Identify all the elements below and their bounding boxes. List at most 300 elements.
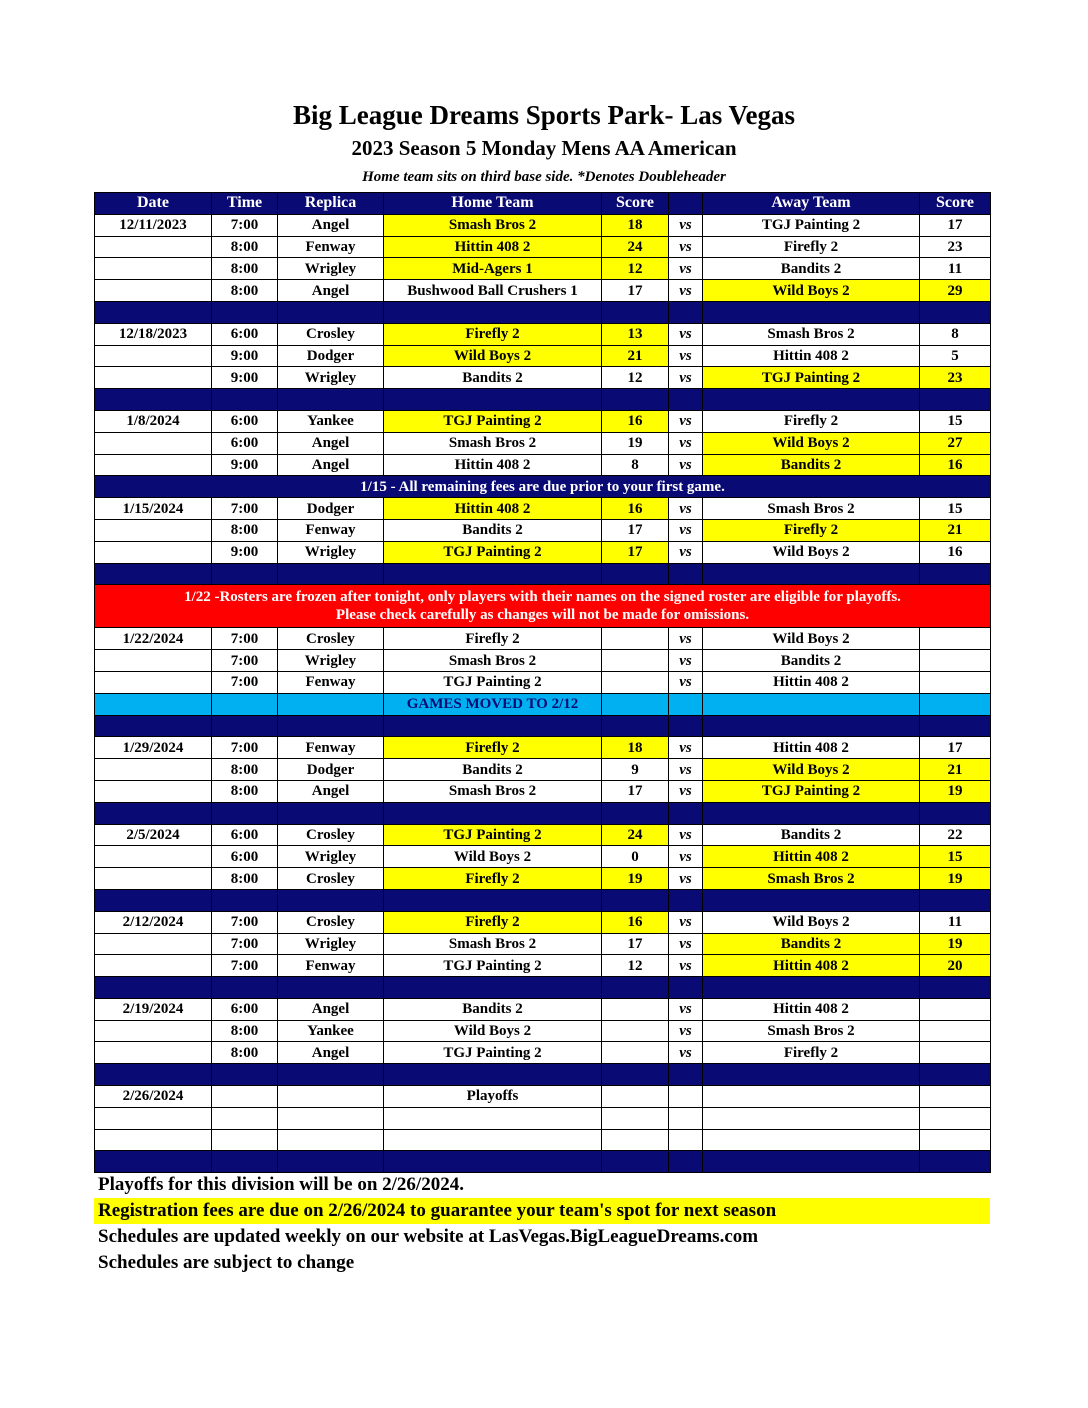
footer-registration-note: Registration fees are due on 2/26/2024 to guarantee your team's spot for next season xyxy=(94,1198,990,1224)
cyan-cell xyxy=(278,693,384,715)
vs-cell: vs xyxy=(669,780,703,802)
time-cell: 6:00 xyxy=(212,410,278,432)
separator-row xyxy=(95,1151,991,1173)
away-score-cell: 22 xyxy=(920,824,991,846)
away-team-cell: Bandits 2 xyxy=(703,454,920,476)
field-cell: Fenway xyxy=(278,955,384,977)
away-score-cell: 21 xyxy=(920,519,991,541)
vs-cell: vs xyxy=(669,367,703,389)
vs-cell: vs xyxy=(669,737,703,759)
time-cell: 7:00 xyxy=(212,911,278,933)
separator-cell xyxy=(278,1151,384,1173)
separator-row xyxy=(95,301,991,323)
date-cell xyxy=(95,519,212,541)
time-cell xyxy=(212,1129,278,1151)
separator-cell xyxy=(212,1151,278,1173)
away-team-cell: TGJ Painting 2 xyxy=(703,780,920,802)
home-score-cell: 24 xyxy=(602,236,669,258)
time-cell: 9:00 xyxy=(212,345,278,367)
field-cell: Dodger xyxy=(278,759,384,781)
separator-cell xyxy=(278,1064,384,1086)
time-cell: 8:00 xyxy=(212,519,278,541)
date-cell xyxy=(95,1107,212,1129)
away-team-cell xyxy=(703,1129,920,1151)
table-header-row xyxy=(95,193,991,215)
away-team-cell: Bandits 2 xyxy=(703,824,920,846)
separator-cell xyxy=(384,1151,602,1173)
separator-cell xyxy=(212,563,278,585)
cyan-cell xyxy=(602,693,669,715)
away-team-cell: TGJ Painting 2 xyxy=(703,214,920,236)
home-score-cell xyxy=(602,998,669,1020)
separator-cell xyxy=(95,715,212,737)
separator-cell xyxy=(669,1064,703,1086)
away-score-cell xyxy=(920,650,991,672)
away-team-cell xyxy=(703,1086,920,1108)
vs-cell xyxy=(669,1086,703,1108)
home-score-cell xyxy=(602,650,669,672)
home-team-cell: TGJ Painting 2 xyxy=(384,410,602,432)
separator-cell xyxy=(703,977,920,999)
vs-cell: vs xyxy=(669,824,703,846)
vs-cell: vs xyxy=(669,454,703,476)
away-score-cell: 8 xyxy=(920,323,991,345)
home-score-cell: 9 xyxy=(602,759,669,781)
home-team-cell: Firefly 2 xyxy=(384,628,602,650)
col-header-vs xyxy=(669,193,703,215)
separator-cell xyxy=(384,1064,602,1086)
away-score-cell: 15 xyxy=(920,846,991,868)
away-team-cell: Wild Boys 2 xyxy=(703,911,920,933)
field-cell: Fenway xyxy=(278,519,384,541)
separator-cell xyxy=(669,802,703,824)
separator-cell xyxy=(920,889,991,911)
field-cell: Fenway xyxy=(278,671,384,693)
vs-cell: vs xyxy=(669,933,703,955)
col-header-home-team: Home Team xyxy=(384,193,602,215)
away-team-cell: Wild Boys 2 xyxy=(703,759,920,781)
separator-cell xyxy=(602,977,669,999)
separator-cell xyxy=(703,563,920,585)
time-cell: 7:00 xyxy=(212,671,278,693)
field-cell: Wrigley xyxy=(278,933,384,955)
field-cell: Angel xyxy=(278,454,384,476)
separator-cell xyxy=(278,889,384,911)
date-cell xyxy=(95,650,212,672)
field-cell: Yankee xyxy=(278,1020,384,1042)
home-score-cell: 17 xyxy=(602,780,669,802)
cyan-cell xyxy=(669,693,703,715)
date-cell xyxy=(95,868,212,890)
away-team-cell: Firefly 2 xyxy=(703,519,920,541)
home-score-cell: 18 xyxy=(602,214,669,236)
time-cell: 7:00 xyxy=(212,955,278,977)
separator-cell xyxy=(95,889,212,911)
home-score-cell: 16 xyxy=(602,410,669,432)
separator-row xyxy=(95,1064,991,1086)
home-score-cell: 12 xyxy=(602,955,669,977)
away-team-cell: Smash Bros 2 xyxy=(703,323,920,345)
home-score-cell: 12 xyxy=(602,258,669,280)
away-score-cell: 15 xyxy=(920,498,991,520)
separator-cell xyxy=(278,715,384,737)
separator-cell xyxy=(212,1064,278,1086)
schedule-table xyxy=(94,192,991,1173)
separator-cell xyxy=(95,389,212,411)
date-cell: 12/11/2023 xyxy=(95,214,212,236)
time-cell: 8:00 xyxy=(212,780,278,802)
away-score-cell: 11 xyxy=(920,911,991,933)
away-team-cell: Wild Boys 2 xyxy=(703,628,920,650)
game-row xyxy=(95,432,991,454)
home-score-cell: 19 xyxy=(602,432,669,454)
date-cell xyxy=(95,671,212,693)
time-cell: 9:00 xyxy=(212,541,278,563)
separator-cell xyxy=(95,563,212,585)
roster-alert-row xyxy=(95,585,991,628)
separator-cell xyxy=(384,715,602,737)
game-row xyxy=(95,824,991,846)
home-score-cell: 16 xyxy=(602,911,669,933)
vs-cell: vs xyxy=(669,236,703,258)
game-row xyxy=(95,280,991,302)
game-row xyxy=(95,541,991,563)
time-cell: 7:00 xyxy=(212,737,278,759)
game-row xyxy=(95,933,991,955)
date-cell: 1/8/2024 xyxy=(95,410,212,432)
away-team-cell: Wild Boys 2 xyxy=(703,541,920,563)
home-score-cell: 24 xyxy=(602,824,669,846)
home-score-cell: 21 xyxy=(602,345,669,367)
separator-row xyxy=(95,802,991,824)
time-cell: 8:00 xyxy=(212,236,278,258)
home-score-cell xyxy=(602,1020,669,1042)
vs-cell: vs xyxy=(669,671,703,693)
time-cell: 7:00 xyxy=(212,650,278,672)
time-cell: 8:00 xyxy=(212,759,278,781)
game-row xyxy=(95,454,991,476)
home-team-cell xyxy=(384,1107,602,1129)
field-cell: Angel xyxy=(278,998,384,1020)
date-cell xyxy=(95,955,212,977)
field-cell xyxy=(278,1086,384,1108)
separator-cell xyxy=(703,802,920,824)
field-cell: Crosley xyxy=(278,824,384,846)
games-moved-row xyxy=(95,693,991,715)
away-score-cell: 27 xyxy=(920,432,991,454)
vs-cell xyxy=(669,1107,703,1129)
home-team-cell: Smash Bros 2 xyxy=(384,432,602,454)
away-score-cell xyxy=(920,998,991,1020)
separator-cell xyxy=(703,1151,920,1173)
date-cell xyxy=(95,541,212,563)
footer-change-note: Schedules are subject to change xyxy=(98,1252,355,1273)
time-cell: 9:00 xyxy=(212,367,278,389)
separator-cell xyxy=(703,301,920,323)
home-team-cell: Playoffs xyxy=(384,1086,602,1108)
game-row xyxy=(95,998,991,1020)
time-cell: 7:00 xyxy=(212,933,278,955)
time-cell: 9:00 xyxy=(212,454,278,476)
field-cell: Crosley xyxy=(278,628,384,650)
separator-cell xyxy=(602,802,669,824)
date-cell xyxy=(95,846,212,868)
time-cell: 6:00 xyxy=(212,824,278,846)
home-team-cell: Hittin 408 2 xyxy=(384,498,602,520)
separator-row xyxy=(95,389,991,411)
away-score-cell: 19 xyxy=(920,868,991,890)
vs-cell: vs xyxy=(669,868,703,890)
date-cell xyxy=(95,367,212,389)
home-score-cell xyxy=(602,628,669,650)
date-cell xyxy=(95,1129,212,1151)
away-score-cell xyxy=(920,671,991,693)
page-title: Big League Dreams Sports Park- Las Vegas xyxy=(292,100,796,130)
time-cell: 8:00 xyxy=(212,868,278,890)
date-cell: 2/26/2024 xyxy=(95,1086,212,1108)
separator-cell xyxy=(602,1151,669,1173)
separator-cell xyxy=(602,301,669,323)
away-score-cell: 19 xyxy=(920,780,991,802)
game-row xyxy=(95,498,991,520)
home-team-cell: Smash Bros 2 xyxy=(384,933,602,955)
game-row xyxy=(95,955,991,977)
cyan-cell xyxy=(95,693,212,715)
home-team-cell: Wild Boys 2 xyxy=(384,1020,602,1042)
schedule-body xyxy=(95,214,991,1172)
separator-cell xyxy=(384,977,602,999)
home-score-cell: 0 xyxy=(602,846,669,868)
col-header-away-score: Score xyxy=(920,193,991,215)
away-team-cell: Hittin 408 2 xyxy=(703,345,920,367)
time-cell: 6:00 xyxy=(212,846,278,868)
away-score-cell: 17 xyxy=(920,214,991,236)
home-score-cell xyxy=(602,1086,669,1108)
separator-cell xyxy=(920,977,991,999)
away-score-cell: 23 xyxy=(920,367,991,389)
separator-cell xyxy=(212,802,278,824)
date-cell xyxy=(95,1020,212,1042)
time-cell xyxy=(212,1107,278,1129)
game-row xyxy=(95,214,991,236)
home-team-cell: Firefly 2 xyxy=(384,323,602,345)
away-score-cell xyxy=(920,1020,991,1042)
game-row xyxy=(95,519,991,541)
home-score-cell xyxy=(602,1129,669,1151)
time-cell: 8:00 xyxy=(212,280,278,302)
away-score-cell xyxy=(920,1086,991,1108)
home-team-cell xyxy=(384,1129,602,1151)
field-cell: Angel xyxy=(278,1042,384,1064)
home-team-cell: Smash Bros 2 xyxy=(384,214,602,236)
game-row xyxy=(95,911,991,933)
separator-cell xyxy=(212,301,278,323)
home-team-cell: Smash Bros 2 xyxy=(384,650,602,672)
away-team-cell: Hittin 408 2 xyxy=(703,998,920,1020)
away-team-cell: Bandits 2 xyxy=(703,650,920,672)
field-cell: Wrigley xyxy=(278,541,384,563)
fees-notice: 1/15 - All remaining fees are due prior to your first game. xyxy=(95,476,991,498)
home-score-cell: 16 xyxy=(602,498,669,520)
col-header-home-score: Score xyxy=(602,193,669,215)
date-cell: 1/22/2024 xyxy=(95,628,212,650)
away-team-cell: Firefly 2 xyxy=(703,410,920,432)
date-cell xyxy=(95,432,212,454)
game-row xyxy=(95,868,991,890)
separator-cell xyxy=(920,389,991,411)
home-team-cell: Bandits 2 xyxy=(384,759,602,781)
separator-row xyxy=(95,977,991,999)
away-score-cell: 23 xyxy=(920,236,991,258)
home-score-cell: 12 xyxy=(602,367,669,389)
games-moved-note: GAMES MOVED TO 2/12 xyxy=(384,693,602,715)
separator-cell xyxy=(669,563,703,585)
separator-cell xyxy=(212,889,278,911)
away-score-cell: 16 xyxy=(920,541,991,563)
separator-cell xyxy=(602,563,669,585)
separator-row xyxy=(95,563,991,585)
vs-cell xyxy=(669,1129,703,1151)
away-score-cell: 20 xyxy=(920,955,991,977)
home-team-note: Home team sits on third base side. *Denotes Doubleheader xyxy=(362,169,726,185)
separator-cell xyxy=(384,802,602,824)
away-team-cell: Bandits 2 xyxy=(703,933,920,955)
separator-cell xyxy=(278,977,384,999)
home-team-cell: Wild Boys 2 xyxy=(384,846,602,868)
separator-cell xyxy=(384,563,602,585)
game-row xyxy=(95,1020,991,1042)
col-header-replica: Replica xyxy=(278,193,384,215)
separator-cell xyxy=(703,389,920,411)
away-team-cell: Hittin 408 2 xyxy=(703,955,920,977)
page-subtitle: 2023 Season 5 Monday Mens AA American xyxy=(351,136,737,160)
footer-website-note: Schedules are updated weekly on our website at LasVegas.BigLeagueDreams.com xyxy=(98,1226,759,1247)
away-score-cell: 5 xyxy=(920,345,991,367)
home-team-cell: TGJ Painting 2 xyxy=(384,955,602,977)
home-score-cell: 17 xyxy=(602,519,669,541)
date-cell xyxy=(95,759,212,781)
home-score-cell: 13 xyxy=(602,323,669,345)
game-row xyxy=(95,780,991,802)
date-cell: 12/18/2023 xyxy=(95,323,212,345)
away-team-cell: Wild Boys 2 xyxy=(703,432,920,454)
game-row xyxy=(95,1129,991,1151)
separator-cell xyxy=(278,802,384,824)
field-cell: Wrigley xyxy=(278,258,384,280)
separator-cell xyxy=(212,715,278,737)
game-row xyxy=(95,759,991,781)
date-cell xyxy=(95,933,212,955)
field-cell: Crosley xyxy=(278,323,384,345)
vs-cell: vs xyxy=(669,258,703,280)
field-cell: Crosley xyxy=(278,911,384,933)
game-row xyxy=(95,737,991,759)
separator-row xyxy=(95,715,991,737)
home-team-cell: Firefly 2 xyxy=(384,868,602,890)
game-row xyxy=(95,258,991,280)
separator-cell xyxy=(602,889,669,911)
game-row xyxy=(95,1107,991,1129)
date-cell xyxy=(95,454,212,476)
vs-cell: vs xyxy=(669,846,703,868)
separator-cell xyxy=(920,715,991,737)
col-header-date: Date xyxy=(95,193,212,215)
field-cell: Dodger xyxy=(278,498,384,520)
separator-cell xyxy=(384,889,602,911)
vs-cell: vs xyxy=(669,1042,703,1064)
away-team-cell: Wild Boys 2 xyxy=(703,280,920,302)
home-team-cell: Bushwood Ball Crushers 1 xyxy=(384,280,602,302)
home-team-cell: Mid-Agers 1 xyxy=(384,258,602,280)
vs-cell: vs xyxy=(669,650,703,672)
roster-alert-line-2: Please check carefully as changes will not be made for omissions. xyxy=(335,607,750,624)
game-row xyxy=(95,650,991,672)
separator-cell xyxy=(920,301,991,323)
home-score-cell: 19 xyxy=(602,868,669,890)
vs-cell: vs xyxy=(669,955,703,977)
game-row xyxy=(95,671,991,693)
field-cell: Angel xyxy=(278,780,384,802)
separator-cell xyxy=(212,977,278,999)
field-cell: Wrigley xyxy=(278,650,384,672)
roster-alert-line-1: 1/22 -Rosters are frozen after tonight, only players with their names on the signed roster are eligible for playoffs. xyxy=(184,589,901,606)
separator-cell xyxy=(669,301,703,323)
separator-cell xyxy=(95,1151,212,1173)
home-team-cell: Smash Bros 2 xyxy=(384,780,602,802)
away-team-cell: Hittin 408 2 xyxy=(703,671,920,693)
home-team-cell: TGJ Painting 2 xyxy=(384,824,602,846)
time-cell: 7:00 xyxy=(212,498,278,520)
vs-cell: vs xyxy=(669,519,703,541)
field-cell: Wrigley xyxy=(278,367,384,389)
cyan-cell xyxy=(920,693,991,715)
roster-alert xyxy=(95,585,991,628)
separator-cell xyxy=(669,977,703,999)
vs-cell: vs xyxy=(669,541,703,563)
home-team-cell: TGJ Painting 2 xyxy=(384,1042,602,1064)
separator-cell xyxy=(920,1064,991,1086)
away-score-cell: 21 xyxy=(920,759,991,781)
away-score-cell: 11 xyxy=(920,258,991,280)
field-cell: Fenway xyxy=(278,236,384,258)
separator-cell xyxy=(384,389,602,411)
separator-cell xyxy=(602,1064,669,1086)
away-team-cell: Bandits 2 xyxy=(703,258,920,280)
time-cell: 8:00 xyxy=(212,1020,278,1042)
game-row xyxy=(95,410,991,432)
away-team-cell: Hittin 408 2 xyxy=(703,737,920,759)
game-row xyxy=(95,628,991,650)
separator-cell xyxy=(703,715,920,737)
home-score-cell: 18 xyxy=(602,737,669,759)
home-team-cell: Bandits 2 xyxy=(384,367,602,389)
game-row xyxy=(95,1042,991,1064)
date-cell: 2/5/2024 xyxy=(95,824,212,846)
field-cell: Dodger xyxy=(278,345,384,367)
field-cell: Fenway xyxy=(278,737,384,759)
separator-cell xyxy=(703,889,920,911)
vs-cell: vs xyxy=(669,1020,703,1042)
game-row xyxy=(95,846,991,868)
separator-cell xyxy=(95,802,212,824)
field-cell: Yankee xyxy=(278,410,384,432)
home-team-cell: TGJ Painting 2 xyxy=(384,671,602,693)
time-cell: 6:00 xyxy=(212,998,278,1020)
separator-cell xyxy=(920,1151,991,1173)
separator-cell xyxy=(920,563,991,585)
time-cell: 8:00 xyxy=(212,258,278,280)
date-cell xyxy=(95,280,212,302)
